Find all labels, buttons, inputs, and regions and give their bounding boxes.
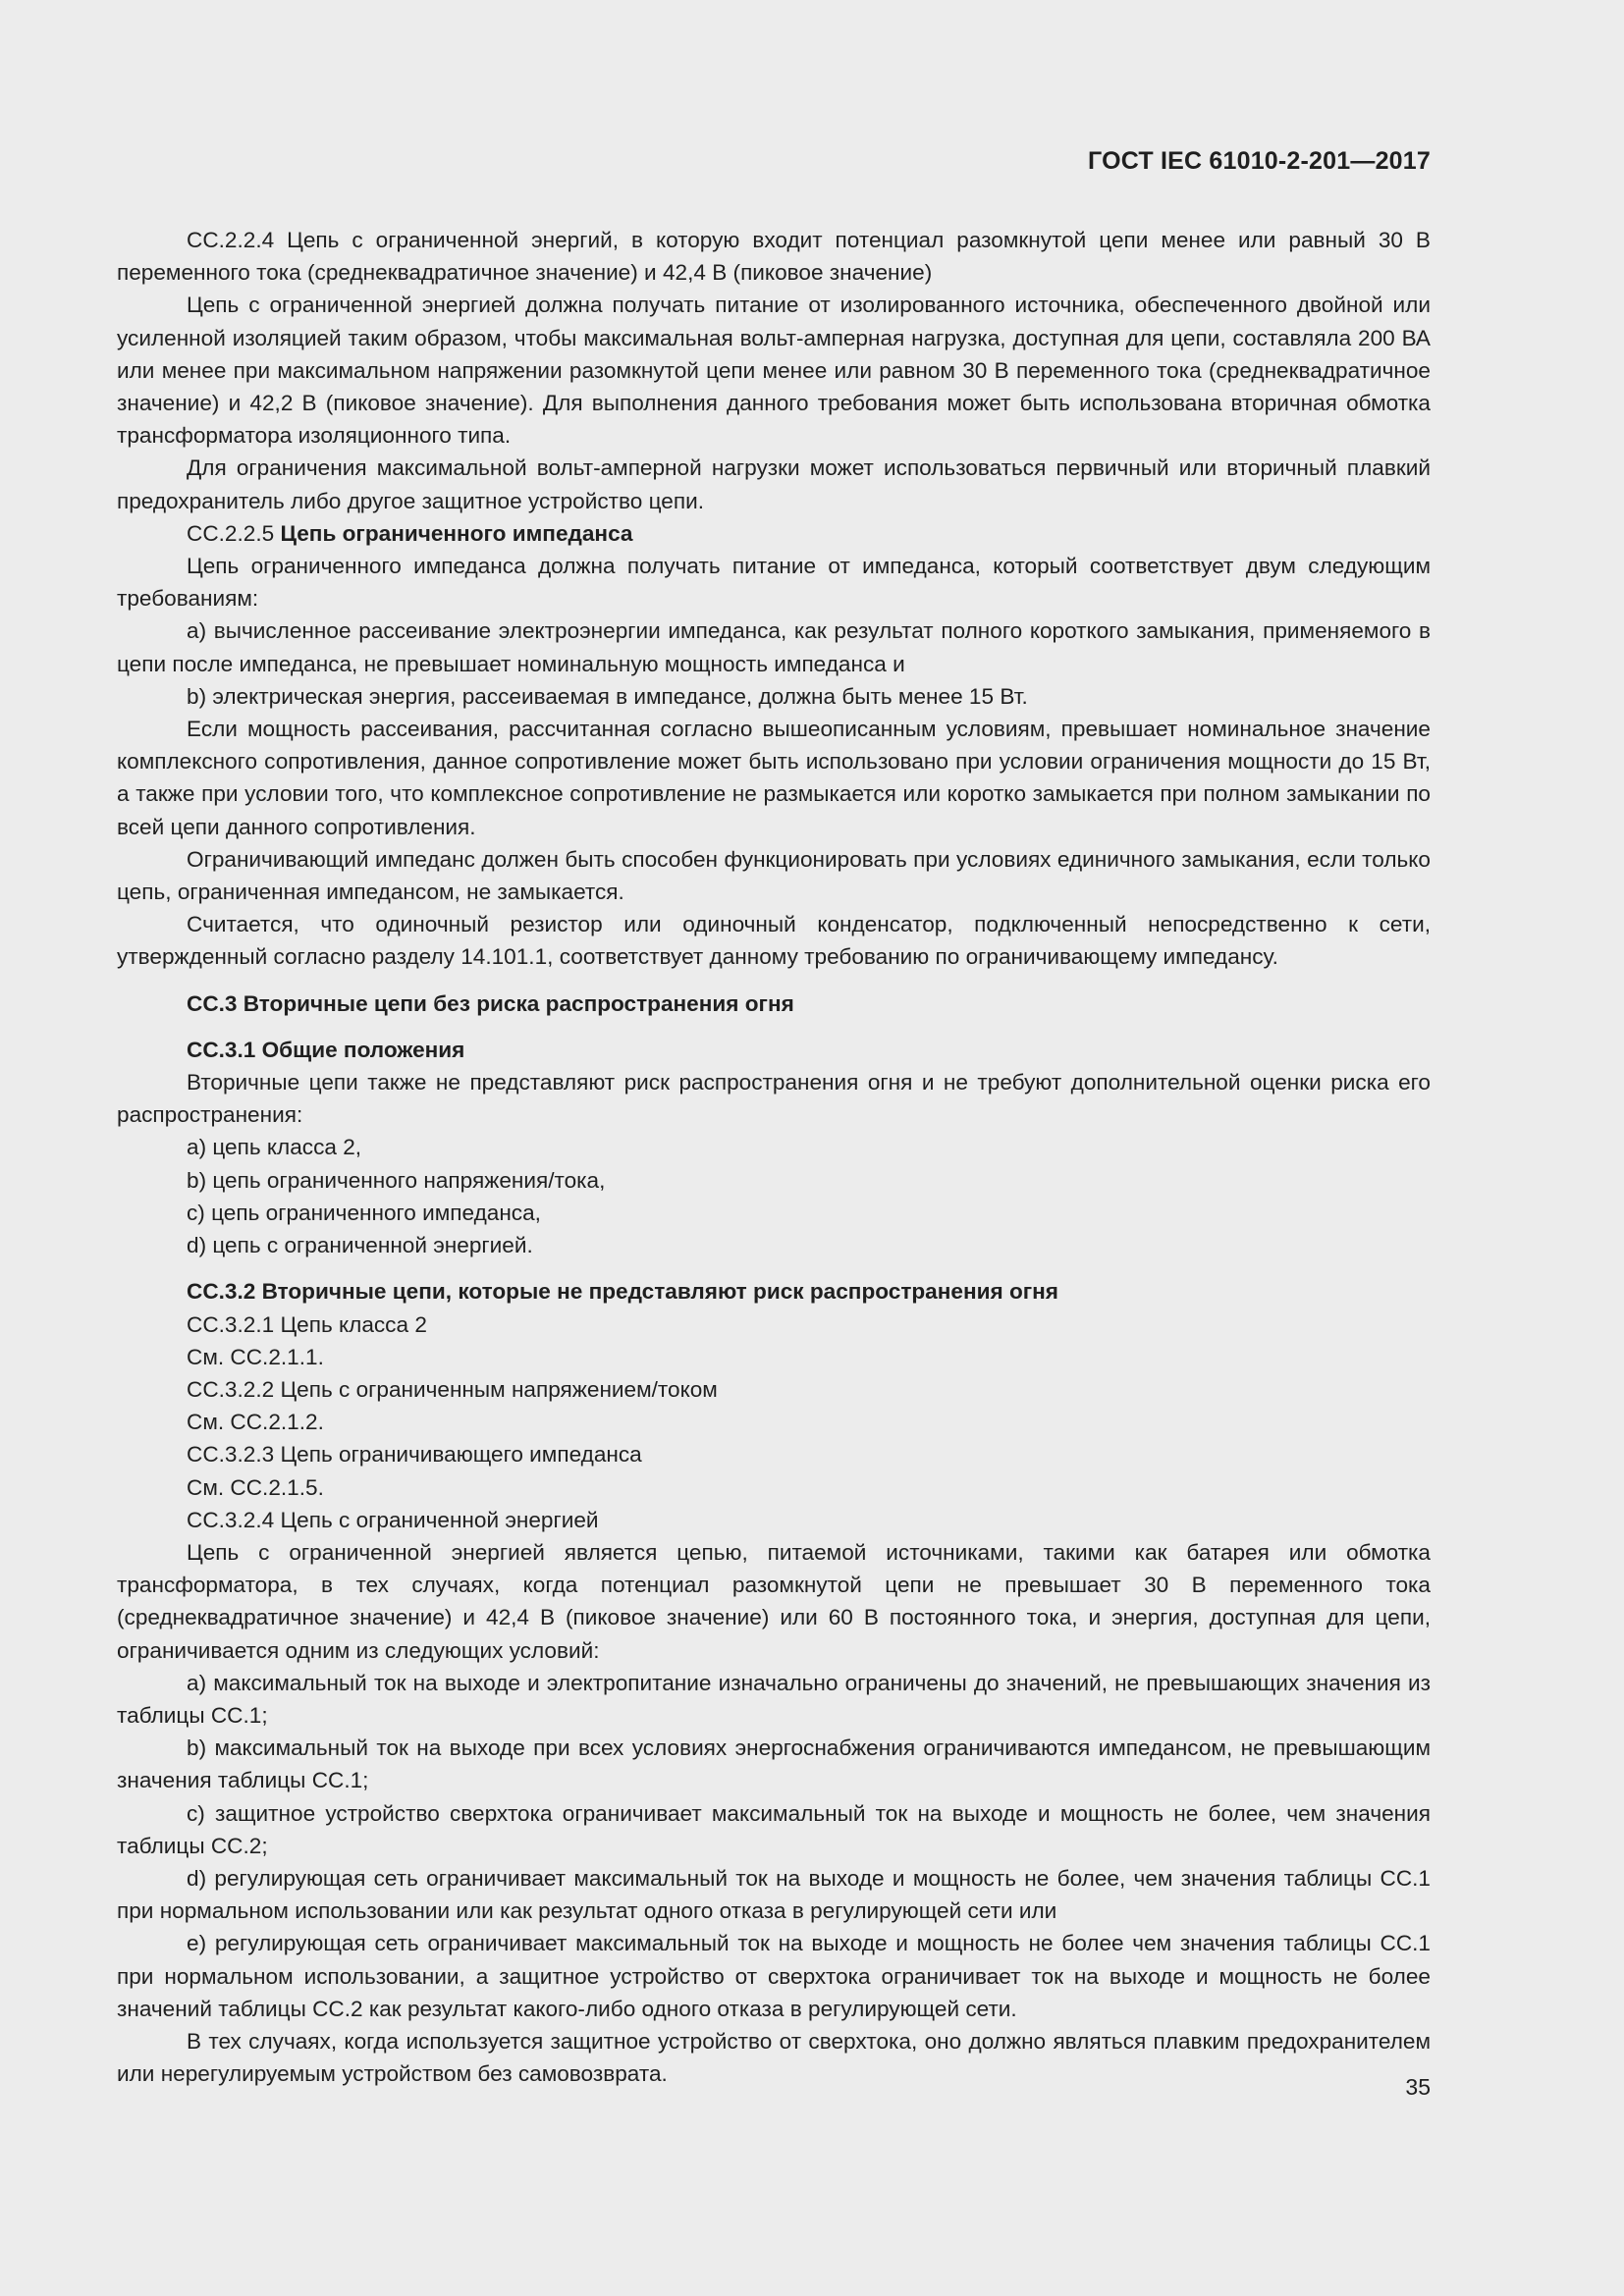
clause-heading: CC.3.2.1 Цепь класса 2 [187, 1311, 427, 1337]
clause-heading: CC.3.2.3 Цепь ограничивающего импеданса [187, 1442, 642, 1468]
cross-reference: См. CC.2.1.2. [187, 1410, 324, 1435]
paragraph: Ограничивающий импеданс должен быть способен функционировать при условиях единичного замыкания, если только цепь, ограниченная импедансом, не замыкается. [117, 846, 1431, 905]
list-item: d) регулирующая сеть ограничивает максимальный ток на выходе и мощность не более, чем значения таблицы CC.1 при нормальном использовании или как результат одного отказа в регулирующей сети или [117, 1865, 1431, 1924]
paragraph: Считается, что одиночный резистор или одиночный конденсатор, подключенный непосредственно к сети, утвержденный согласно разделу 14.101.1, соответствует данному требованию по ограничивающему импедансу. [117, 912, 1431, 970]
paragraph: Цепь ограниченного импеданса должна получать питание от импеданса, который соответствует двум следующим требованиям: [117, 554, 1431, 612]
paragraph: Вторичные цепи также не представляют риск распространения огня и не требуют дополнительной оценки риска его распространения: [117, 1070, 1431, 1128]
clause-heading: CC.3.2.4 Цепь с ограниченной энергией [187, 1507, 599, 1532]
clause-heading: CC.3.2.2 Цепь с ограниченным напряжением/током [187, 1376, 718, 1402]
subsection-heading-cc-3-1: CC.3.1 Общие положения [187, 1037, 465, 1062]
clause-cc-2-2-5-heading [117, 517, 1431, 550]
list-item: a) вычисленное рассеивание электроэнергии импеданса, как результат полного короткого замыкания, применяемого в цепи после импеданса, не превышает номинальную мощность импеданса и [117, 618, 1431, 676]
list-item: c) защитное устройство сверхтока ограничивает максимальный ток на выходе и мощность не более, чем значения таблицы CC.2; [117, 1800, 1431, 1858]
list-item: a) максимальный ток на выходе и электропитание изначально ограничены до значений, не превышающих значения из таблицы CC.1; [117, 1670, 1431, 1728]
cross-reference: См. CC.2.1.5. [187, 1474, 324, 1500]
list-item: b) цепь ограниченного напряжения/тока, [187, 1167, 606, 1193]
clause-cc-2-2-4: CC.2.2.4 Цепь с ограниченной энергий, в которую входит потенциал разомкнутой цепи менее или равный 30 В переменного тока (среднеквадратичное значение) и 42,4 В (пиковое значение) [117, 228, 1431, 286]
list-item: c) цепь ограниченного импеданса, [187, 1200, 541, 1225]
cross-reference: См. CC.2.1.1. [187, 1344, 324, 1369]
paragraph: Цепь с ограниченной энергией должна получать питание от изолированного источника, обеспеченного двойной или усиленной изоляцией таким образом, чтобы максимальная вольт-амперная нагрузка, доступная для цепи, составляла 200 ВА или менее при максимальном напряжении разомкнутой цепи менее или равном 30 В переменного тока (среднеквадратичное значение) и 42,2 В (пиковое значение). Для выполнения данного требования может быть использована вторичная обмотка трансформатора изоляционного типа. [117, 293, 1431, 449]
clause-title: Цепь ограниченного импеданса [280, 520, 633, 546]
paragraph: Если мощность рассеивания, рассчитанная согласно вышеописанным условиям, превышает номинальное значение комплексного сопротивления, данное сопротивление может быть использовано при условии ограничения мощности до 15 Вт, а также при условии того, что комплексное сопротивление не размыкается или коротко замыкается при полном замыкании по всей цепи данного сопротивления. [117, 717, 1431, 839]
document-header: ГОСТ IEC 61010-2-201—2017 [1088, 147, 1431, 175]
list-item: a) цепь класса 2, [187, 1135, 362, 1160]
paragraph: В тех случаях, когда используется защитное устройство от сверхтока, оно должно являться плавким предохранителем или нерегулируемым устройством без самовозврата. [117, 2028, 1431, 2087]
document-body [117, 224, 1431, 2090]
list-item: e) регулирующая сеть ограничивает максимальный ток на выходе и мощность не более чем значения таблицы CC.1 при нормальном использовании, а защитное устройство от сверхтока ограничивает ток на выходе и мощность не более значений таблицы CC.2 как результат какого-либо одного отказа в регулирующей сети. [117, 1931, 1431, 2021]
page-number: 35 [1405, 2074, 1431, 2100]
clause-number: CC.2.2.5 [187, 520, 275, 546]
section-heading-cc-3: CC.3 Вторичные цепи без риска распространения огня [187, 990, 794, 1016]
list-item: d) цепь с ограниченной энергией. [187, 1233, 533, 1258]
list-item: b) максимальный ток на выходе при всех условиях энергоснабжения ограничиваются импедансом, не превышающим значения таблицы CC.1; [117, 1735, 1431, 1793]
subsection-heading-cc-3-2: CC.3.2 Вторичные цепи, которые не представляют риск распространения огня [187, 1279, 1058, 1305]
list-item: b) электрическая энергия, рассеиваемая в импедансе, должна быть менее 15 Вт. [187, 683, 1028, 709]
paragraph: Цепь с ограниченной энергией является цепью, питаемой источниками, такими как батарея или обмотка трансформатора, в тех случаях, когда потенциал разомкнутой цепи не превышает 30 В переменного тока (среднеквадратичное значение) и 42,4 В (пиковое значение) или 60 В постоянного тока, и энергия, доступная для цепи, ограничивается одним из следующих условий: [117, 1539, 1431, 1663]
paragraph: Для ограничения максимальной вольт-амперной нагрузки может использоваться первичный или вторичный плавкий предохранитель либо другое защитное устройство цепи. [117, 455, 1431, 513]
